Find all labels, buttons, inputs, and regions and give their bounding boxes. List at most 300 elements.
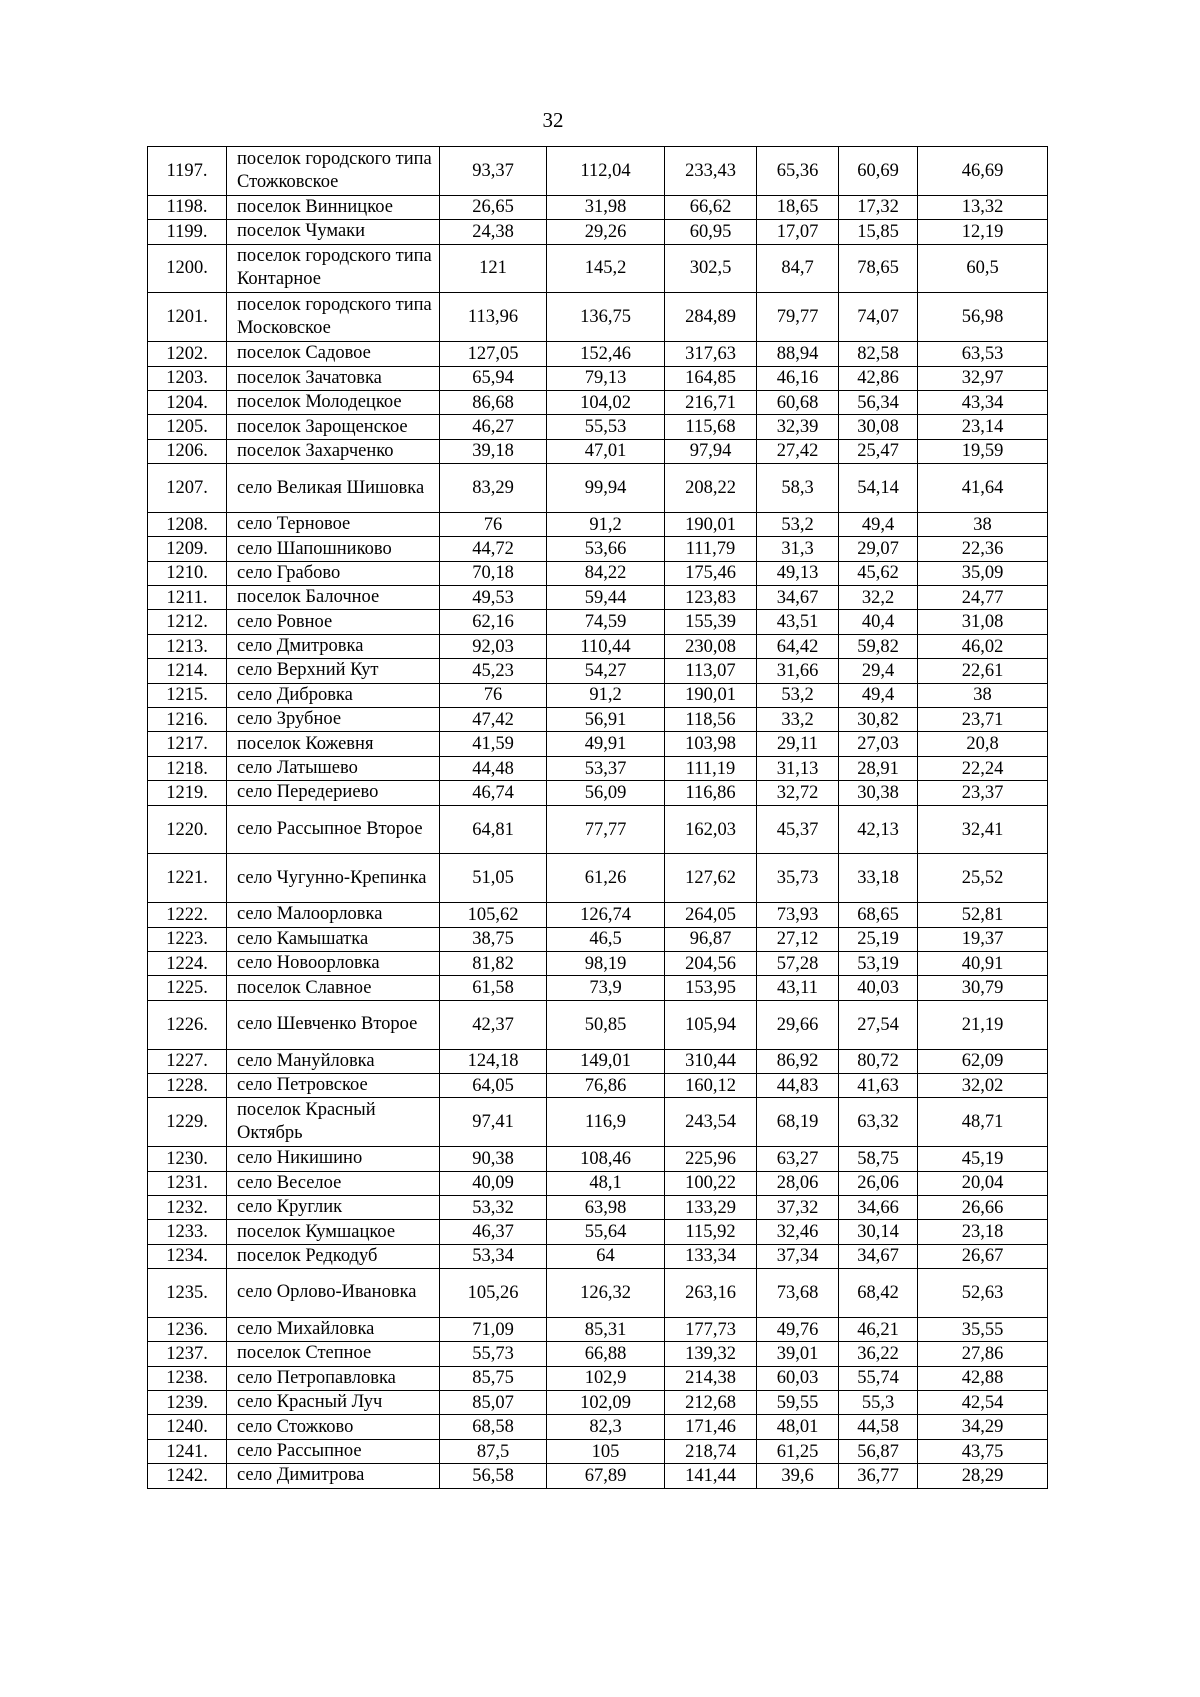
table-row [148,220,1048,244]
table-row [148,1220,1048,1244]
table-row [148,634,1048,658]
value-cell-5: 40,03 [839,976,918,1000]
value-cell-5: 33,18 [839,854,918,903]
table-row [148,659,1048,683]
value-cell-3: 111,19 [665,756,757,780]
value-cell-2: 66,88 [547,1342,665,1366]
value-cell-5: 58,75 [839,1147,918,1171]
table-row [148,1439,1048,1463]
value-cell-1: 39,18 [440,439,547,463]
table-row [148,1098,1048,1147]
row-number: 1197. [148,147,227,196]
value-cell-4: 49,76 [757,1317,839,1341]
value-cell-4: 32,39 [757,415,839,439]
table-row [148,903,1048,927]
value-cell-1: 24,38 [440,220,547,244]
value-cell-1: 93,37 [440,147,547,196]
value-cell-1: 53,32 [440,1195,547,1219]
value-cell-5: 32,2 [839,586,918,610]
table-row [148,1391,1048,1415]
value-cell-1: 127,05 [440,342,547,366]
settlement-name: село Зрубное [227,708,440,732]
value-cell-1: 49,53 [440,586,547,610]
table-row [148,390,1048,414]
value-cell-6: 23,37 [918,781,1048,805]
table-row [148,1269,1048,1318]
value-cell-6: 32,02 [918,1073,1048,1097]
value-cell-4: 53,2 [757,683,839,707]
value-cell-5: 17,32 [839,195,918,219]
value-cell-5: 68,42 [839,1269,918,1318]
value-cell-4: 27,42 [757,439,839,463]
value-cell-4: 73,68 [757,1269,839,1318]
value-cell-6: 43,75 [918,1439,1048,1463]
value-cell-6: 28,29 [918,1464,1048,1488]
value-cell-5: 27,54 [839,1000,918,1049]
value-cell-2: 126,32 [547,1269,665,1318]
settlement-name: село Камышатка [227,927,440,951]
value-cell-5: 59,82 [839,634,918,658]
value-cell-2: 56,09 [547,781,665,805]
table-row [148,1147,1048,1171]
value-cell-2: 77,77 [547,805,665,854]
value-cell-5: 30,14 [839,1220,918,1244]
page-number: 32 [542,108,564,132]
row-number: 1213. [148,634,227,658]
value-cell-6: 21,19 [918,1000,1048,1049]
value-cell-1: 87,5 [440,1439,547,1463]
value-cell-5: 49,4 [839,683,918,707]
value-cell-4: 29,11 [757,732,839,756]
value-cell-6: 43,34 [918,390,1048,414]
value-cell-3: 66,62 [665,195,757,219]
value-cell-6: 35,09 [918,561,1048,585]
settlement-name: село Ровное [227,610,440,634]
value-cell-6: 46,69 [918,147,1048,196]
value-cell-1: 97,41 [440,1098,547,1147]
row-number: 1235. [148,1269,227,1318]
value-cell-5: 34,67 [839,1244,918,1268]
row-number: 1211. [148,586,227,610]
row-number: 1231. [148,1171,227,1195]
value-cell-3: 218,74 [665,1439,757,1463]
row-number: 1205. [148,415,227,439]
row-number: 1229. [148,1098,227,1147]
value-cell-6: 41,64 [918,464,1048,513]
value-cell-5: 40,4 [839,610,918,634]
value-cell-6: 30,79 [918,976,1048,1000]
value-cell-3: 317,63 [665,342,757,366]
value-cell-5: 30,82 [839,708,918,732]
value-cell-2: 85,31 [547,1317,665,1341]
value-cell-2: 99,94 [547,464,665,513]
table-row [148,732,1048,756]
settlement-name: село Никишино [227,1147,440,1171]
value-cell-3: 190,01 [665,683,757,707]
value-cell-4: 53,2 [757,512,839,536]
value-cell-1: 53,34 [440,1244,547,1268]
table-row [148,366,1048,390]
row-number: 1218. [148,756,227,780]
value-cell-1: 42,37 [440,1000,547,1049]
value-cell-6: 20,04 [918,1171,1048,1195]
value-cell-2: 53,37 [547,756,665,780]
row-number: 1234. [148,1244,227,1268]
settlement-name: поселок Молодецкое [227,390,440,414]
value-cell-1: 46,74 [440,781,547,805]
table-row [148,464,1048,513]
table-row [148,805,1048,854]
value-cell-4: 43,51 [757,610,839,634]
value-cell-3: 113,07 [665,659,757,683]
value-cell-1: 45,23 [440,659,547,683]
value-cell-2: 53,66 [547,537,665,561]
value-cell-3: 115,92 [665,1220,757,1244]
value-cell-6: 23,18 [918,1220,1048,1244]
row-number: 1238. [148,1366,227,1390]
value-cell-4: 79,77 [757,293,839,342]
value-cell-3: 264,05 [665,903,757,927]
value-cell-5: 15,85 [839,220,918,244]
settlement-name: село Латышево [227,756,440,780]
value-cell-5: 44,58 [839,1415,918,1439]
settlement-name: поселок городского типа Стожковское [227,147,440,196]
value-cell-6: 46,02 [918,634,1048,658]
row-number: 1199. [148,220,227,244]
value-cell-2: 91,2 [547,683,665,707]
value-cell-3: 97,94 [665,439,757,463]
value-cell-3: 243,54 [665,1098,757,1147]
value-cell-2: 56,91 [547,708,665,732]
value-cell-2: 149,01 [547,1049,665,1073]
value-cell-3: 139,32 [665,1342,757,1366]
value-cell-3: 208,22 [665,464,757,513]
settlement-name: поселок Зачатовка [227,366,440,390]
value-cell-2: 31,98 [547,195,665,219]
row-number: 1230. [148,1147,227,1171]
value-cell-3: 160,12 [665,1073,757,1097]
value-cell-3: 204,56 [665,951,757,975]
settlement-name: село Рассыпное [227,1439,440,1463]
row-number: 1241. [148,1439,227,1463]
value-cell-2: 55,64 [547,1220,665,1244]
value-cell-1: 44,72 [440,537,547,561]
value-cell-1: 46,27 [440,415,547,439]
table-row [148,195,1048,219]
value-cell-5: 74,07 [839,293,918,342]
value-cell-6: 26,66 [918,1195,1048,1219]
value-cell-5: 29,07 [839,537,918,561]
value-cell-4: 17,07 [757,220,839,244]
value-cell-2: 84,22 [547,561,665,585]
settlement-name: село Димитрова [227,1464,440,1488]
row-number: 1215. [148,683,227,707]
value-cell-3: 123,83 [665,586,757,610]
row-number: 1212. [148,610,227,634]
value-cell-4: 18,65 [757,195,839,219]
value-cell-6: 45,19 [918,1147,1048,1171]
value-cell-4: 32,72 [757,781,839,805]
value-cell-4: 58,3 [757,464,839,513]
value-cell-5: 60,69 [839,147,918,196]
value-cell-4: 35,73 [757,854,839,903]
value-cell-4: 60,68 [757,390,839,414]
value-cell-4: 86,92 [757,1049,839,1073]
value-cell-6: 23,71 [918,708,1048,732]
value-cell-4: 37,34 [757,1244,839,1268]
value-cell-6: 19,37 [918,927,1048,951]
value-cell-3: 233,43 [665,147,757,196]
row-number: 1220. [148,805,227,854]
table-row [148,976,1048,1000]
value-cell-3: 133,29 [665,1195,757,1219]
settlement-name: село Шевченко Второе [227,1000,440,1049]
value-cell-1: 26,65 [440,195,547,219]
value-cell-5: 42,13 [839,805,918,854]
value-cell-2: 104,02 [547,390,665,414]
row-number: 1216. [148,708,227,732]
value-cell-4: 33,2 [757,708,839,732]
value-cell-1: 71,09 [440,1317,547,1341]
value-cell-3: 103,98 [665,732,757,756]
table-row [148,1244,1048,1268]
table-row [148,342,1048,366]
value-cell-4: 28,06 [757,1171,839,1195]
value-cell-2: 91,2 [547,512,665,536]
value-cell-2: 50,85 [547,1000,665,1049]
table-row [148,781,1048,805]
value-cell-1: 68,58 [440,1415,547,1439]
value-cell-2: 63,98 [547,1195,665,1219]
table-row [148,1366,1048,1390]
table-row [148,854,1048,903]
settlement-name: село Михайловка [227,1317,440,1341]
settlement-name: село Петропавловка [227,1366,440,1390]
table-row [148,756,1048,780]
value-cell-2: 61,26 [547,854,665,903]
value-cell-4: 48,01 [757,1415,839,1439]
value-cell-2: 102,9 [547,1366,665,1390]
value-cell-2: 54,27 [547,659,665,683]
value-cell-1: 105,62 [440,903,547,927]
value-cell-3: 225,96 [665,1147,757,1171]
value-cell-2: 73,9 [547,976,665,1000]
value-cell-1: 51,05 [440,854,547,903]
value-cell-4: 73,93 [757,903,839,927]
value-cell-1: 113,96 [440,293,547,342]
value-cell-6: 42,54 [918,1391,1048,1415]
value-cell-3: 153,95 [665,976,757,1000]
row-number: 1236. [148,1317,227,1341]
table-row [148,1195,1048,1219]
row-number: 1200. [148,244,227,293]
value-cell-1: 90,38 [440,1147,547,1171]
value-cell-3: 155,39 [665,610,757,634]
settlement-name: село Стожково [227,1415,440,1439]
settlement-name: поселок Кумшацкое [227,1220,440,1244]
value-cell-1: 124,18 [440,1049,547,1073]
settlement-name: поселок Степное [227,1342,440,1366]
value-cell-6: 23,14 [918,415,1048,439]
value-cell-1: 46,37 [440,1220,547,1244]
value-cell-6: 38 [918,512,1048,536]
value-cell-5: 34,66 [839,1195,918,1219]
value-cell-5: 29,4 [839,659,918,683]
value-cell-6: 42,88 [918,1366,1048,1390]
value-cell-6: 19,59 [918,439,1048,463]
value-cell-6: 38 [918,683,1048,707]
row-number: 1207. [148,464,227,513]
value-cell-2: 79,13 [547,366,665,390]
value-cell-1: 70,18 [440,561,547,585]
value-cell-6: 60,5 [918,244,1048,293]
value-cell-6: 40,91 [918,951,1048,975]
table-row [148,244,1048,293]
value-cell-5: 49,4 [839,512,918,536]
value-cell-2: 49,91 [547,732,665,756]
value-cell-3: 116,86 [665,781,757,805]
settlements-table [147,146,1048,1489]
row-number: 1203. [148,366,227,390]
value-cell-1: 65,94 [440,366,547,390]
row-number: 1214. [148,659,227,683]
value-cell-5: 80,72 [839,1049,918,1073]
value-cell-4: 31,66 [757,659,839,683]
value-cell-6: 12,19 [918,220,1048,244]
settlement-name: село Круглик [227,1195,440,1219]
row-number: 1226. [148,1000,227,1049]
value-cell-5: 68,65 [839,903,918,927]
value-cell-3: 177,73 [665,1317,757,1341]
table-row [148,537,1048,561]
value-cell-2: 59,44 [547,586,665,610]
table-row [148,293,1048,342]
value-cell-6: 22,36 [918,537,1048,561]
row-number: 1222. [148,903,227,927]
value-cell-3: 100,22 [665,1171,757,1195]
value-cell-4: 29,66 [757,1000,839,1049]
settlement-name: поселок Кожевня [227,732,440,756]
value-cell-6: 35,55 [918,1317,1048,1341]
value-cell-3: 263,16 [665,1269,757,1318]
value-cell-6: 25,52 [918,854,1048,903]
settlement-name: село Петровское [227,1073,440,1097]
settlement-name: поселок Балочное [227,586,440,610]
value-cell-2: 82,3 [547,1415,665,1439]
value-cell-6: 26,67 [918,1244,1048,1268]
table-row [148,561,1048,585]
value-cell-1: 64,81 [440,805,547,854]
value-cell-2: 116,9 [547,1098,665,1147]
value-cell-4: 31,13 [757,756,839,780]
value-cell-4: 49,13 [757,561,839,585]
value-cell-2: 102,09 [547,1391,665,1415]
value-cell-4: 84,7 [757,244,839,293]
table-row [148,708,1048,732]
value-cell-2: 64 [547,1244,665,1268]
value-cell-3: 60,95 [665,220,757,244]
value-cell-2: 98,19 [547,951,665,975]
value-cell-4: 37,32 [757,1195,839,1219]
value-cell-4: 60,03 [757,1366,839,1390]
value-cell-5: 56,34 [839,390,918,414]
row-number: 1210. [148,561,227,585]
table-row [148,1464,1048,1488]
settlement-name: поселок Захарченко [227,439,440,463]
value-cell-3: 216,71 [665,390,757,414]
value-cell-2: 112,04 [547,147,665,196]
value-cell-3: 171,46 [665,1415,757,1439]
value-cell-6: 62,09 [918,1049,1048,1073]
value-cell-3: 284,89 [665,293,757,342]
row-number: 1209. [148,537,227,561]
value-cell-1: 61,58 [440,976,547,1000]
value-cell-6: 52,81 [918,903,1048,927]
table-row [148,147,1048,196]
value-cell-4: 46,16 [757,366,839,390]
table-row [148,610,1048,634]
settlement-name: село Шапошниково [227,537,440,561]
value-cell-2: 55,53 [547,415,665,439]
value-cell-6: 32,97 [918,366,1048,390]
row-number: 1219. [148,781,227,805]
table-row [148,1415,1048,1439]
value-cell-2: 29,26 [547,220,665,244]
value-cell-3: 115,68 [665,415,757,439]
settlement-name: село Терновое [227,512,440,536]
table-row [148,1049,1048,1073]
settlement-name: село Дмитровка [227,634,440,658]
value-cell-2: 76,86 [547,1073,665,1097]
row-number: 1221. [148,854,227,903]
settlement-name: село Грабово [227,561,440,585]
value-cell-2: 46,5 [547,927,665,951]
value-cell-4: 64,42 [757,634,839,658]
value-cell-6: 48,71 [918,1098,1048,1147]
value-cell-5: 78,65 [839,244,918,293]
value-cell-3: 310,44 [665,1049,757,1073]
value-cell-1: 105,26 [440,1269,547,1318]
value-cell-1: 55,73 [440,1342,547,1366]
value-cell-5: 25,19 [839,927,918,951]
settlement-name: село Верхний Кут [227,659,440,683]
value-cell-4: 27,12 [757,927,839,951]
value-cell-4: 57,28 [757,951,839,975]
value-cell-1: 121 [440,244,547,293]
value-cell-5: 36,77 [839,1464,918,1488]
row-number: 1240. [148,1415,227,1439]
settlement-name: село Великая Шишовка [227,464,440,513]
value-cell-1: 64,05 [440,1073,547,1097]
settlement-name: село Передериево [227,781,440,805]
settlement-name: поселок городского типа Контарное [227,244,440,293]
value-cell-2: 110,44 [547,634,665,658]
value-cell-1: 62,16 [440,610,547,634]
settlement-name: поселок Славное [227,976,440,1000]
value-cell-4: 32,46 [757,1220,839,1244]
value-cell-3: 175,46 [665,561,757,585]
row-number: 1237. [148,1342,227,1366]
value-cell-1: 83,29 [440,464,547,513]
table-row [148,512,1048,536]
value-cell-1: 38,75 [440,927,547,951]
value-cell-2: 48,1 [547,1171,665,1195]
row-number: 1201. [148,293,227,342]
table-row [148,1073,1048,1097]
value-cell-5: 42,86 [839,366,918,390]
value-cell-6: 13,32 [918,195,1048,219]
value-cell-3: 96,87 [665,927,757,951]
